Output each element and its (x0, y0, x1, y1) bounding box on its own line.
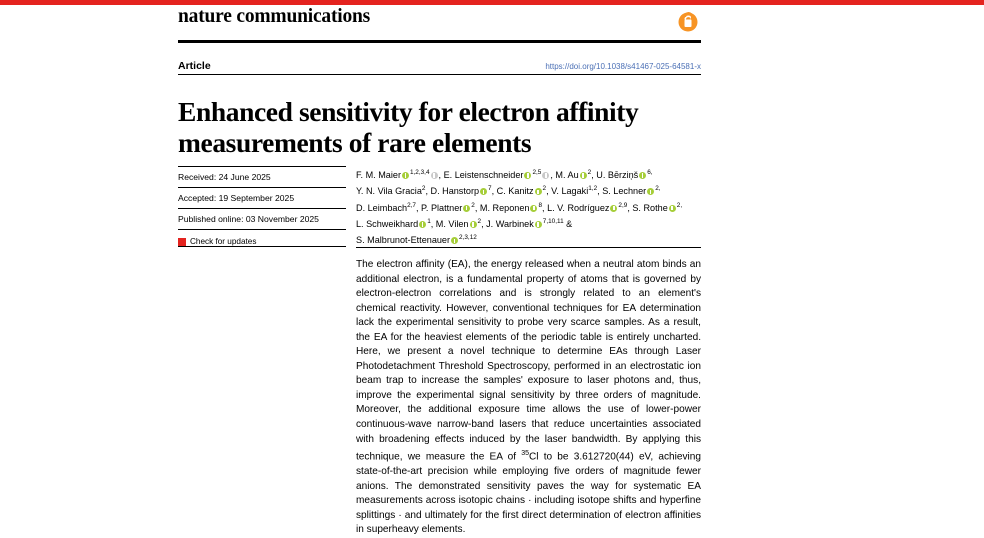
author-name[interactable]: E. Leistenschneider (443, 170, 524, 181)
author-list (356, 166, 701, 248)
author-affiliation-marks: 6, (647, 169, 653, 176)
author-affiliation-marks: 2,9 (618, 201, 628, 209)
abstract-part-1: The electron affinity (EA), the energy released when a neutral atom binds an additional electron, is a fundamental property of atoms that is governed by electron-electron correlations and is strongly related to an element's chemical reactivity. However, conventional techniques for EA determination lack the experimental sensitivity to probe very scarce samples. As a result, the EA for the heaviest elements of the periodic table is entirely uncharted. Here, we present a novel technique to determine EAs through Laser Photodetachment Threshold Spectroscopy, performed in an electrostatic ion beam trap to increase the samples' exposure to laser photons and, thus, improve the experimental signal sensitivity by three orders of magnitude. Moreover, the additional exposure time allows the use of lower-power continuous-wave narrow-band lasers that reduce uncertainties associated with broadening effects induced by the laser bandwidth. By applying this technique, we measure the EA of (356, 259, 701, 463)
orcid-icon[interactable] (530, 205, 537, 212)
author-name[interactable]: S. Malbrunot-Ettenauer (356, 235, 451, 246)
orcid-icon[interactable] (480, 188, 487, 195)
orcid-icon[interactable] (669, 205, 676, 212)
author-affiliation-marks: 2 (542, 185, 547, 193)
author-affiliation-marks: 1,2,3,4 (409, 169, 430, 176)
orcid-icon[interactable] (610, 205, 617, 212)
author-affiliation-marks: 1 (427, 217, 431, 225)
authors-rule (356, 247, 701, 248)
author-name[interactable]: , S. Rothe (627, 202, 668, 213)
orcid-icon[interactable] (402, 172, 409, 179)
orcid-icon[interactable] (431, 172, 438, 179)
publication-meta (178, 166, 346, 247)
check-for-updates-label: Check for updates (190, 237, 257, 246)
journal-masthead (178, 6, 701, 36)
author-line-2 (356, 182, 701, 198)
author-name[interactable]: U. Bērziņš (596, 170, 639, 181)
author-affiliation-marks: 2,3,12 (459, 234, 477, 242)
orcid-icon[interactable] (451, 237, 458, 244)
doi-link[interactable]: https://doi.org/10.1038/s41467-025-64581-x (545, 62, 701, 71)
author-affiliation-marks: 7 (488, 185, 492, 193)
isotope-symbol: Cl (528, 451, 539, 463)
title-rule (178, 74, 701, 75)
page-margin-right (706, 5, 984, 526)
author-name[interactable]: L. Schweikhard (356, 219, 419, 230)
author-affiliation-marks: 2,5 (532, 169, 542, 176)
author-name[interactable]: , C. Kanitz (491, 186, 534, 197)
author-affiliation-marks: 7,10,11 (542, 217, 564, 225)
author-affiliation-marks: 2 (421, 185, 426, 193)
received-date: Received: 24 June 2025 (178, 172, 271, 182)
article-type-label: Article (178, 60, 211, 72)
author-affiliation-marks: 8 (538, 201, 543, 209)
page-margin-left (0, 5, 178, 526)
author-name[interactable]: , S. Lechner (597, 186, 647, 197)
orcid-icon[interactable] (463, 205, 470, 212)
page-title: Enhanced sensitivity for electron affinity measurements of rare elements (178, 96, 639, 159)
author-line-3 (356, 199, 701, 215)
author-affiliation-marks: 2, (655, 185, 661, 193)
orcid-icon[interactable] (580, 172, 587, 179)
author-name[interactable]: , M. Reponen (474, 202, 530, 213)
journal-title: nature communications (178, 6, 371, 27)
author-name[interactable]: , D. Hanstorp (425, 186, 480, 197)
orcid-icon[interactable] (647, 188, 654, 195)
crossmark-icon (178, 238, 186, 246)
author-name[interactable]: , L. V. Rodríguez (542, 202, 610, 213)
author-affiliation-marks: 2 (471, 201, 475, 209)
orcid-icon[interactable] (535, 188, 542, 195)
author-name[interactable]: F. M. Maier (356, 170, 401, 181)
author-line-5 (356, 231, 701, 247)
author-name[interactable]: , M. Vilen (430, 219, 469, 230)
author-name[interactable]: , V. Lagaki (546, 186, 589, 197)
abstract-part-2: to be 3.612720(44) eV, achieving state-of-the-art precision while employing five orders of magnitude fewer anions. The demonstrated sensitivity paves the way for systematic EA measurements across isotopic chains · including isotope shifts and hyperfine splittings · and ultimately for the first direct determination of electron affinities in superheavy elements. (356, 451, 701, 536)
orcid-icon[interactable] (419, 221, 426, 228)
published-date: Published online: 03 November 2025 (178, 214, 319, 224)
meta-rule-5 (178, 246, 346, 247)
author-name[interactable]: M. Au (555, 170, 579, 181)
orcid-icon[interactable] (535, 221, 542, 228)
orcid-icon[interactable] (470, 221, 477, 228)
orcid-icon[interactable] (639, 172, 646, 179)
masthead-rule (178, 40, 701, 43)
author-line-1: F. M. Maier $^{1,2,3,4}$ , E. Leistenschneider $^{2,5}$ , M. Au $^2$, U. Bērziņš $^{6,}$ (356, 169, 653, 181)
author-affiliation-marks: 2,7 (407, 201, 416, 209)
author-name[interactable]: Y. N. Vila Gracia (356, 186, 422, 197)
orcid-icon[interactable] (524, 172, 531, 179)
author-line-4 (356, 215, 701, 231)
accepted-date: Accepted: 19 September 2025 (178, 193, 295, 203)
author-affiliation-marks: 2, (676, 201, 683, 209)
orcid-icon[interactable] (542, 172, 549, 179)
author-list-ampersand: & (563, 219, 573, 230)
author-name[interactable]: , P. Plattner (415, 202, 463, 213)
author-affiliation-marks: 1,2 (588, 185, 598, 193)
author-affiliation-marks: 2 (477, 217, 482, 225)
author-affiliation-marks: 2 (587, 169, 592, 176)
author-name[interactable]: D. Leimbach (356, 202, 408, 213)
check-for-updates[interactable] (178, 230, 346, 246)
open-access-lock-icon (675, 4, 701, 34)
author-name[interactable]: , J. Warbinek (481, 219, 534, 230)
isotope-mass-number: 35 (521, 450, 529, 458)
abstract (356, 258, 701, 538)
